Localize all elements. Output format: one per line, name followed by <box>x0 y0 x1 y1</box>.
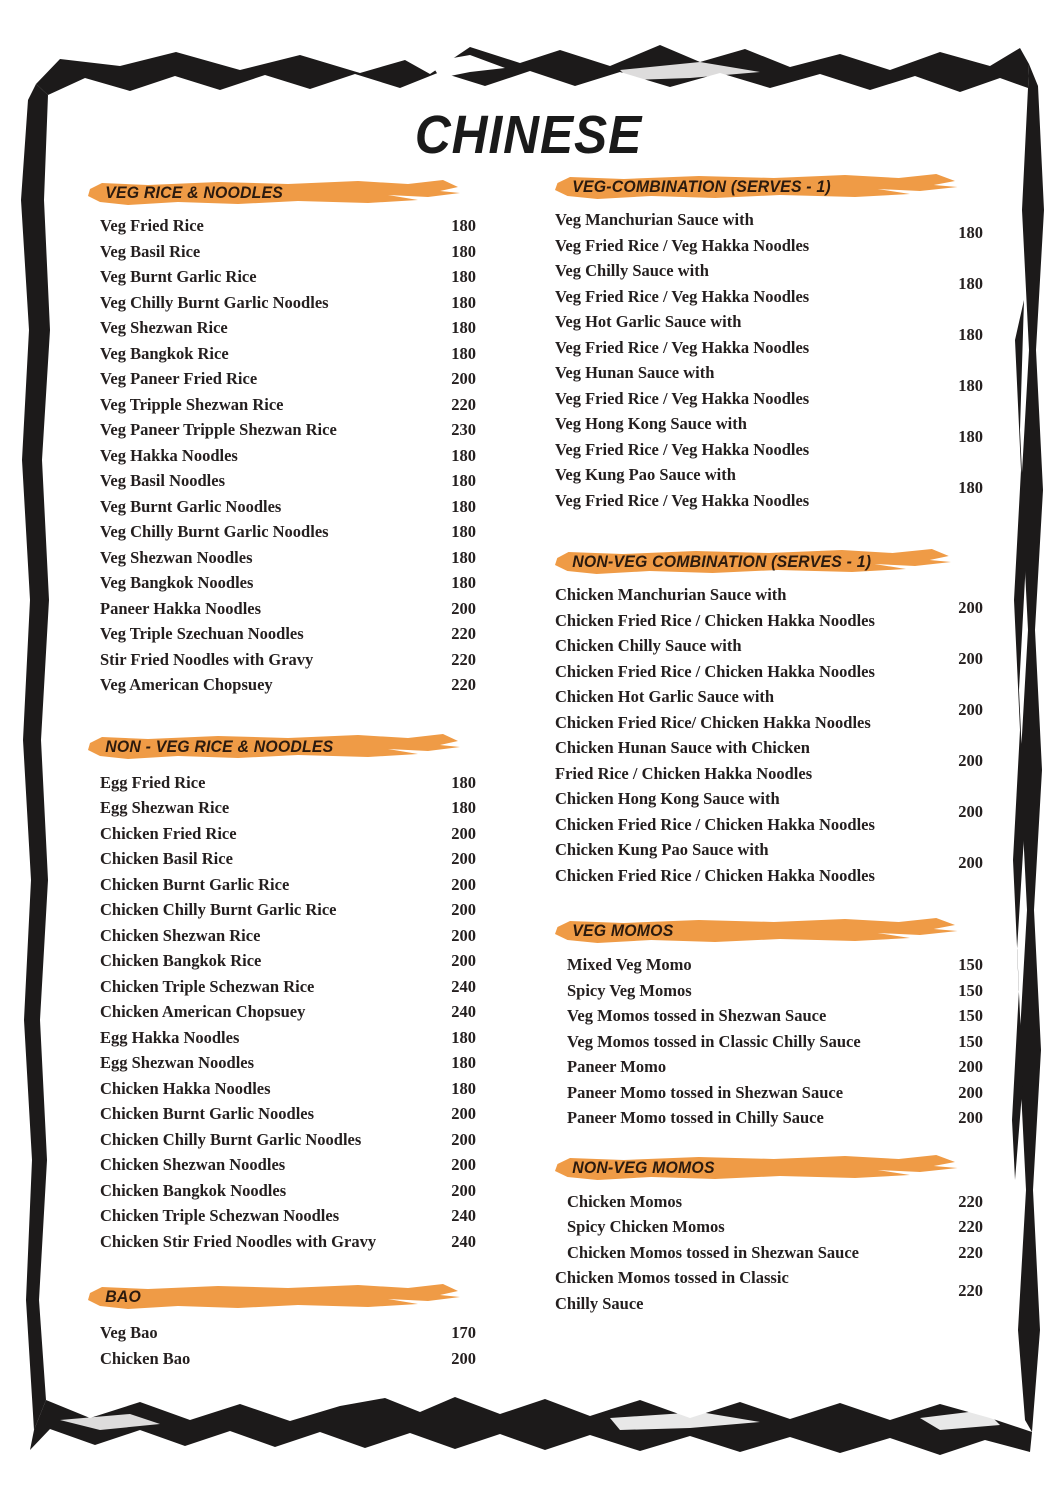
item-name: Egg Shezwan Noodles <box>100 1053 255 1072</box>
item-name: Paneer Momo tossed in Shezwan Sauce <box>567 1082 844 1102</box>
section-header <box>88 732 508 762</box>
item-name: Chicken Hakka Noodles <box>100 1078 271 1098</box>
combo-line-2: Veg Fried Rice / Veg Hakka Noodles <box>555 286 810 306</box>
combo-line-2: Chicken Fried Rice/ Chicken Hakka Noodles <box>555 712 871 732</box>
combo-lines <box>555 582 875 633</box>
menu-item-row <box>555 1054 1005 1080</box>
menu-item-row <box>88 443 508 469</box>
item-price: 170 <box>451 1323 476 1342</box>
combo-line-2: Chicken Fried Rice / Chicken Hakka Noodles <box>555 610 875 630</box>
combo-lines <box>555 207 809 258</box>
item-name: Veg Momos tossed in Classic Chilly Sauce <box>567 1031 861 1051</box>
combo-line-2: Veg Fried Rice / Veg Hakka Noodles <box>555 235 810 255</box>
menu-item-row <box>88 392 508 418</box>
menu-item-row <box>88 519 508 545</box>
item-price: 200 <box>451 823 476 843</box>
menu-item-row <box>88 1203 508 1229</box>
menu-item-row <box>88 1152 508 1178</box>
menu-item-row <box>555 978 1005 1004</box>
item-price: 200 <box>958 1057 983 1076</box>
item-price: 200 <box>958 648 983 668</box>
item-list <box>88 213 508 698</box>
item-name: Veg Triple Szechuan Noodles <box>100 624 304 643</box>
section-header <box>88 1282 508 1312</box>
menu-item-row <box>88 494 508 520</box>
item-name: Veg Bao <box>100 1323 158 1342</box>
item-price: 200 <box>451 1104 476 1123</box>
combo-line-2: Veg Fried Rice / Veg Hakka Noodles <box>555 337 810 357</box>
item-price: 180 <box>451 216 476 235</box>
item-price: 150 <box>958 955 983 974</box>
item-name: Veg Shezwan Rice <box>100 318 228 337</box>
item-name: Chicken Chilly Burnt Garlic Noodles <box>100 1129 362 1149</box>
combo-line-2: Chicken Fried Rice / Chicken Hakka Noodles <box>555 814 875 834</box>
item-price: 200 <box>451 925 476 945</box>
section-header <box>555 1153 1005 1183</box>
item-price: 180 <box>451 1078 476 1098</box>
item-name: Egg Shezwan Rice <box>100 798 230 817</box>
item-price: 180 <box>958 273 983 293</box>
item-name: Stir Fried Noodles with Gravy <box>100 649 314 669</box>
item-price: 220 <box>958 1191 983 1211</box>
item-price: 180 <box>451 267 476 286</box>
combo-list <box>555 582 1005 888</box>
item-name: Chicken Bangkok Noodles <box>100 1180 287 1200</box>
menu-item-row <box>555 1029 1005 1055</box>
combo-line-1: Chicken Kung Pao Sauce with <box>555 840 769 859</box>
item-price: 200 <box>958 852 983 872</box>
item-price: 200 <box>451 874 476 894</box>
item-price: 180 <box>451 471 476 490</box>
item-name: Veg Paneer Tripple Shezwan Rice <box>100 420 337 439</box>
item-price: 150 <box>958 1006 983 1025</box>
item-name: Chicken American Chopsuey <box>100 1002 306 1021</box>
menu-item-row <box>88 341 508 367</box>
menu-item-row <box>88 948 508 974</box>
combo-line-1: Veg Chilly Sauce with <box>555 261 709 280</box>
item-price: 180 <box>451 522 476 541</box>
item-price: 200 <box>451 598 476 618</box>
menu-item-row <box>555 1080 1005 1106</box>
item-price: 220 <box>451 394 476 414</box>
section-veg-momos <box>555 916 1005 1131</box>
combo-lines <box>555 633 875 684</box>
item-name: Chicken Shezwan Noodles <box>100 1155 286 1174</box>
menu-item-row <box>88 846 508 872</box>
section-header <box>555 172 1005 202</box>
section-bao <box>88 1282 508 1371</box>
item-name: Paneer Hakka Noodles <box>100 598 262 618</box>
menu-item-row <box>555 952 1005 978</box>
combo-item-row <box>555 207 1005 258</box>
combo-line-2: Chicken Fried Rice / Chicken Hakka Noodles <box>555 661 875 681</box>
item-price: 180 <box>451 318 476 337</box>
item-list <box>555 952 1005 1131</box>
combo-lines <box>555 1265 789 1316</box>
item-name: Mixed Veg Momo <box>567 955 692 974</box>
menu-item-row <box>88 1127 508 1153</box>
item-name: Paneer Momo <box>567 1057 667 1076</box>
combo-line-1: Chicken Hunan Sauce with Chicken <box>555 738 810 757</box>
menu-item-row <box>555 1189 1005 1215</box>
combo-line-2: Veg Fried Rice / Veg Hakka Noodles <box>555 388 810 408</box>
menu-item-row <box>88 366 508 392</box>
combo-lines <box>555 258 809 309</box>
item-name: Chicken Shezwan Rice <box>100 925 261 945</box>
combo-line-2: Fried Rice / Chicken Hakka Noodles <box>555 763 813 783</box>
combo-line-2: Veg Fried Rice / Veg Hakka Noodles <box>555 490 810 510</box>
menu-item-row <box>88 468 508 494</box>
item-price: 200 <box>958 801 983 821</box>
item-name: Chicken Stir Fried Noodles with Gravy <box>100 1231 377 1251</box>
item-name: Veg Tripple Shezwan Rice <box>100 394 284 414</box>
menu-item-row <box>88 264 508 290</box>
menu-item-row <box>88 417 508 443</box>
item-price: 180 <box>451 241 476 261</box>
item-name: Veg Bangkok Noodles <box>100 573 254 592</box>
item-name: Spicy Veg Momos <box>567 980 692 1000</box>
menu-item-row <box>88 315 508 341</box>
item-price: 240 <box>451 1231 476 1251</box>
menu-item-row <box>555 1214 1005 1240</box>
menu-item-row <box>88 923 508 949</box>
section-title: VEG MOMOS <box>572 922 674 940</box>
menu-item-row <box>88 770 508 796</box>
combo-item-row <box>555 582 1005 633</box>
item-price: 240 <box>451 1206 476 1225</box>
item-name: Chicken Bangkok Rice <box>100 951 262 970</box>
item-price: 200 <box>451 369 476 388</box>
item-name: Chicken Momos <box>567 1191 683 1211</box>
menu-item-row <box>88 672 508 698</box>
item-list <box>88 770 508 1255</box>
item-price: 180 <box>958 222 983 242</box>
item-name: Paneer Momo tossed in Chilly Sauce <box>567 1108 824 1127</box>
combo-lines <box>555 411 809 462</box>
item-price: 150 <box>958 1031 983 1051</box>
item-price: 150 <box>958 980 983 1000</box>
item-name: Veg Chilly Burnt Garlic Noodles <box>100 292 329 312</box>
combo-lines <box>555 462 809 513</box>
combo-lines <box>555 684 871 735</box>
item-price: 200 <box>451 1348 476 1368</box>
section-nonveg-rice-noodles <box>88 732 508 1255</box>
combo-lines <box>555 735 812 786</box>
menu-item-row <box>88 974 508 1000</box>
item-price: 240 <box>451 976 476 996</box>
item-name: Veg Momos tossed in Shezwan Sauce <box>567 1006 827 1025</box>
item-name: Chicken Triple Schezwan Noodles <box>100 1206 340 1225</box>
combo-line-1: Chicken Momos tossed in Classic <box>555 1268 789 1287</box>
item-price: 220 <box>451 624 476 643</box>
item-name: Veg Burnt Garlic Rice <box>100 267 257 286</box>
combo-lines <box>555 360 809 411</box>
menu-item-row <box>88 290 508 316</box>
menu-item-row <box>88 999 508 1025</box>
item-price: 180 <box>451 343 476 363</box>
item-price: 200 <box>451 1129 476 1149</box>
combo-line-2: Veg Fried Rice / Veg Hakka Noodles <box>555 439 810 459</box>
item-price: 180 <box>958 324 983 344</box>
item-name: Spicy Chicken Momos <box>567 1217 725 1236</box>
combo-line-1: Chicken Manchurian Sauce with <box>555 585 787 604</box>
menu-item-row <box>555 1105 1005 1131</box>
item-price: 200 <box>958 597 983 617</box>
item-price: 200 <box>958 1082 983 1102</box>
combo-line-1: Veg Hunan Sauce with <box>555 363 715 382</box>
section-header <box>88 178 508 208</box>
item-name: Veg Chilly Burnt Garlic Noodles <box>100 522 329 541</box>
item-name: Egg Hakka Noodles <box>100 1027 240 1047</box>
menu-item-row <box>88 821 508 847</box>
item-price: 180 <box>451 547 476 567</box>
menu-item-row <box>88 872 508 898</box>
menu-item-row <box>88 1025 508 1051</box>
combo-line-2: Chicken Fried Rice / Chicken Hakka Noodles <box>555 865 875 885</box>
item-price: 220 <box>451 675 476 694</box>
menu-item-row <box>555 1003 1005 1029</box>
combo-list <box>555 207 1005 513</box>
section-title: NON-VEG COMBINATION (SERVES - 1) <box>572 553 872 571</box>
item-name: Chicken Chilly Burnt Garlic Rice <box>100 900 337 919</box>
item-name: Chicken Momos tossed in Shezwan Sauce <box>567 1242 859 1262</box>
item-name: Veg American Chopsuey <box>100 675 273 694</box>
menu-item-row <box>88 1050 508 1076</box>
section-veg-rice-noodles <box>88 178 508 698</box>
combo-line-1: Chicken Chilly Sauce with <box>555 636 742 655</box>
item-name: Chicken Burnt Garlic Rice <box>100 874 290 894</box>
item-price: 180 <box>451 798 476 817</box>
item-price: 180 <box>451 292 476 312</box>
item-name: Veg Bangkok Rice <box>100 343 229 363</box>
menu-item-row <box>88 1320 508 1346</box>
menu-item-row <box>88 1229 508 1255</box>
item-price: 220 <box>958 1280 983 1300</box>
item-price: 180 <box>958 426 983 446</box>
section-header <box>555 547 1005 577</box>
item-name: Veg Basil Noodles <box>100 471 225 490</box>
combo-item-row <box>555 258 1005 309</box>
section-veg-combination <box>555 172 1005 513</box>
combo-line-2: Chilly Sauce <box>555 1293 644 1313</box>
item-price: 200 <box>451 1180 476 1200</box>
combo-lines <box>555 309 809 360</box>
section-title: NON - VEG RICE & NOODLES <box>105 737 334 756</box>
menu-item-row <box>88 1346 508 1372</box>
menu-item-row <box>88 545 508 571</box>
combo-item-row <box>555 462 1005 513</box>
section-title: VEG RICE & NOODLES <box>105 184 283 202</box>
item-price: 200 <box>958 1108 983 1127</box>
item-name: Veg Basil Rice <box>100 241 201 261</box>
item-price: 240 <box>451 1002 476 1021</box>
item-price: 220 <box>451 649 476 669</box>
item-name: Veg Paneer Fried Rice <box>100 369 258 388</box>
combo-line-1: Chicken Hot Garlic Sauce with <box>555 687 775 706</box>
item-price: 220 <box>958 1217 983 1236</box>
item-name: Veg Burnt Garlic Noodles <box>100 496 282 516</box>
left-column <box>88 178 508 1371</box>
item-name: Veg Fried Rice <box>100 216 204 235</box>
item-name: Chicken Fried Rice <box>100 823 237 843</box>
menu-item-row <box>88 647 508 673</box>
combo-line-1: Veg Kung Pao Sauce with <box>555 465 736 484</box>
item-name: Chicken Triple Schezwan Rice <box>100 976 315 996</box>
combo-item-row <box>555 1265 1005 1316</box>
combo-lines <box>555 786 875 837</box>
item-list <box>88 1320 508 1371</box>
item-name: Veg Hakka Noodles <box>100 445 238 465</box>
item-price: 180 <box>451 573 476 592</box>
item-price: 200 <box>958 750 983 770</box>
item-price: 180 <box>451 1053 476 1072</box>
item-price: 180 <box>958 375 983 395</box>
item-price: 180 <box>451 496 476 516</box>
item-name: Egg Fried Rice <box>100 772 206 792</box>
menu-item-row <box>88 795 508 821</box>
combo-item-row <box>555 786 1005 837</box>
item-price: 200 <box>451 1155 476 1174</box>
combo-item-row <box>555 633 1005 684</box>
menu-item-row <box>555 1240 1005 1266</box>
page-title: CHINESE <box>414 105 643 165</box>
menu-item-row <box>88 1076 508 1102</box>
item-price: 200 <box>451 951 476 970</box>
section-title: VEG-COMBINATION (SERVES - 1) <box>572 178 831 196</box>
menu-item-row <box>88 570 508 596</box>
menu-item-row <box>88 239 508 265</box>
combo-line-1: Chicken Hong Kong Sauce with <box>555 789 780 808</box>
combo-item-row <box>555 360 1005 411</box>
item-price: 230 <box>451 420 476 439</box>
item-name: Chicken Basil Rice <box>100 849 233 868</box>
brush-stroke-banner <box>88 1282 508 1312</box>
item-price: 200 <box>958 699 983 719</box>
item-price: 180 <box>451 1027 476 1047</box>
item-price: 220 <box>958 1242 983 1262</box>
combo-item-row <box>555 309 1005 360</box>
item-name: Veg Shezwan Noodles <box>100 547 253 567</box>
menu-item-row <box>88 621 508 647</box>
item-list <box>555 1189 1005 1317</box>
menu-item-row <box>88 1178 508 1204</box>
right-column <box>555 172 1005 1316</box>
item-price: 200 <box>451 900 476 919</box>
combo-line-1: Veg Manchurian Sauce with <box>555 210 754 229</box>
menu-item-row <box>88 213 508 239</box>
combo-line-1: Veg Hot Garlic Sauce with <box>555 312 742 331</box>
combo-item-row <box>555 411 1005 462</box>
item-name: Chicken Burnt Garlic Noodles <box>100 1104 315 1123</box>
combo-item-row <box>555 684 1005 735</box>
item-price: 200 <box>451 849 476 868</box>
menu-item-row <box>88 897 508 923</box>
combo-lines <box>555 837 875 888</box>
section-header <box>555 916 1005 946</box>
item-price: 180 <box>958 477 983 497</box>
combo-item-row <box>555 735 1005 786</box>
menu-item-row <box>88 596 508 622</box>
section-title: NON-VEG MOMOS <box>572 1158 715 1177</box>
combo-line-1: Veg Hong Kong Sauce with <box>555 414 747 433</box>
menu-item-row <box>88 1101 508 1127</box>
combo-item-row <box>555 837 1005 888</box>
section-nonveg-momos <box>555 1153 1005 1317</box>
section-nonveg-combination <box>555 547 1005 888</box>
item-price: 180 <box>451 445 476 465</box>
section-title: BAO <box>105 1288 142 1306</box>
item-price: 180 <box>451 772 476 792</box>
item-name: Chicken Bao <box>100 1348 191 1368</box>
